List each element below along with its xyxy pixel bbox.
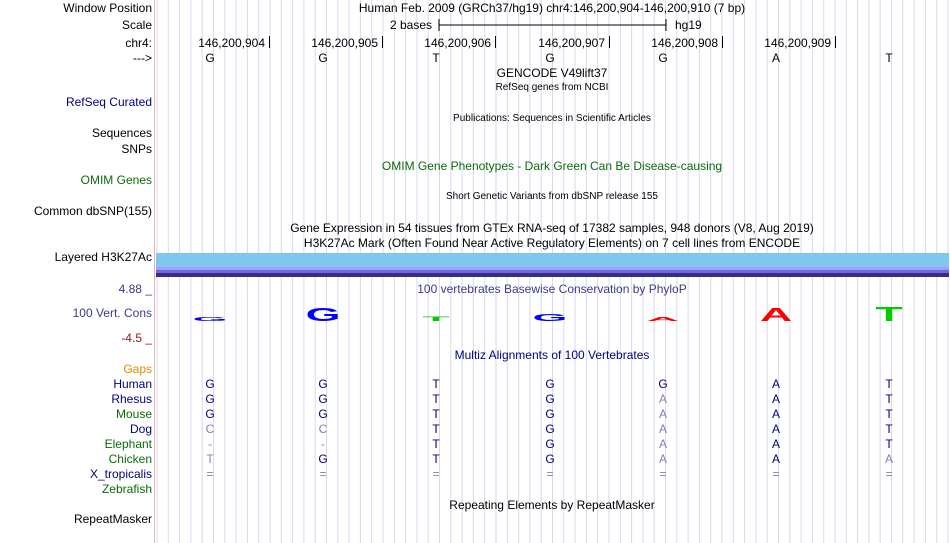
alignment-base: = — [432, 467, 440, 481]
alignment-base: T — [206, 452, 214, 466]
alignment-base: T — [432, 422, 440, 436]
alignment-base: A — [771, 407, 781, 421]
alignment-base: G — [545, 437, 555, 451]
multiz-track-title[interactable]: Multiz Alignments of 100 Vertebrates — [454, 348, 650, 362]
alignment-base: A — [658, 437, 668, 451]
omim-track-title[interactable]: OMIM Gene Phenotypes - Dark Green Can Be Disease-causing — [381, 159, 723, 173]
gtex-track-title[interactable]: Gene Expression in 54 tissues from GTEx RNA-seq of 17382 samples, 948 donors (V8, Aug 2019) — [290, 221, 814, 235]
alignment-base: A — [658, 392, 668, 406]
alignment-base: A — [771, 377, 781, 391]
phylop-logo-base: T — [875, 303, 903, 322]
alignment-base: G — [318, 377, 328, 391]
layered-h3k27ac-label[interactable]: Layered H3K27Ac — [54, 250, 152, 264]
refseq-track-subtitle[interactable]: RefSeq genes from NCBI — [495, 82, 609, 93]
publications-track-title[interactable]: Publications: Sequences in Scientific Articles — [453, 113, 651, 124]
alignment-base: T — [885, 407, 893, 421]
position-tick-label: 146,200,906 — [424, 36, 491, 50]
window-position-text: Human Feb. 2009 (GRCh37/hg19) chr4:146,200,904-146,200,910 (7 bp) — [358, 1, 746, 15]
phylop-logo-base: G — [305, 304, 341, 322]
gencode-track-title[interactable]: GENCODE V49lift37 — [496, 66, 608, 80]
position-tick-mark — [269, 36, 270, 48]
alignment-base: C — [205, 422, 215, 436]
alignment-base: A — [884, 452, 894, 466]
species-label[interactable]: Zebrafish — [101, 482, 152, 496]
alignment-base: G — [545, 392, 555, 406]
phylop-logo-base: T — [422, 314, 450, 322]
alignment-base: G — [318, 392, 328, 406]
alignment-base: G — [545, 422, 555, 436]
alignment-base: A — [771, 422, 781, 436]
alignment-base: - — [321, 437, 325, 451]
reference-base: A — [771, 51, 781, 65]
scale-text: 2 bases — [390, 18, 433, 32]
position-tick-mark — [835, 36, 836, 48]
species-label[interactable]: X_tropicalis — [89, 467, 152, 481]
gaps-label: Gaps — [123, 362, 152, 376]
position-tick-label: 146,200,905 — [311, 36, 378, 50]
species-label[interactable]: Chicken — [108, 452, 152, 466]
omim-genes-label[interactable]: OMIM Genes — [80, 173, 152, 187]
position-tick-label: 146,200,907 — [538, 36, 605, 50]
alignment-base: T — [885, 437, 893, 451]
alignment-base: G — [545, 407, 555, 421]
scale-assembly: hg19 — [675, 18, 702, 32]
species-label[interactable]: Elephant — [104, 437, 152, 451]
species-label[interactable]: Rhesus — [111, 392, 152, 406]
phylop-logo-base: A — [646, 316, 680, 322]
alignment-base: G — [545, 452, 555, 466]
reference-base: G — [318, 51, 328, 65]
phylop-logo-base: G — [532, 311, 568, 322]
alignment-base: T — [432, 392, 440, 406]
phylop-logo-base: G — [192, 316, 228, 322]
alignment-base: T — [432, 437, 440, 451]
position-tick-mark — [382, 36, 383, 48]
alignment-base: T — [432, 407, 440, 421]
position-tick-label: 146,200,904 — [198, 36, 265, 50]
species-label[interactable]: Dog — [129, 422, 152, 436]
alignment-base: T — [432, 452, 440, 466]
alignment-base: - — [208, 437, 212, 451]
species-label[interactable]: Human — [113, 377, 152, 391]
position-tick-mark — [495, 36, 496, 48]
phylop-min-value: -4.5 _ — [121, 331, 152, 345]
alignment-base: T — [885, 422, 893, 436]
alignment-base: = — [206, 467, 214, 481]
chrom-label: chr4: — [125, 36, 152, 50]
common-dbsnp-label[interactable]: Common dbSNP(155) — [33, 204, 152, 218]
alignment-base: A — [771, 452, 781, 466]
h3k27ac-signal-bar[interactable] — [156, 253, 949, 277]
species-label[interactable]: Mouse — [115, 407, 152, 421]
alignment-base: G — [318, 407, 328, 421]
alignment-base: A — [658, 452, 668, 466]
alignment-base: G — [205, 377, 215, 391]
alignment-base: T — [432, 377, 440, 391]
alignment-base: = — [546, 467, 554, 481]
snps-label[interactable]: SNPs — [121, 142, 152, 156]
phylop-max-value: 4.88 _ — [118, 282, 152, 296]
reference-base: T — [432, 51, 440, 65]
alignment-base: A — [658, 407, 668, 421]
repeatmasker-track-title[interactable]: Repeating Elements by RepeatMasker — [449, 498, 655, 512]
reference-base: G — [658, 51, 668, 65]
alignment-base: = — [319, 467, 327, 481]
scale-bar — [438, 18, 670, 32]
reference-base: G — [205, 51, 215, 65]
h3k27ac-track-title[interactable]: H3K27Ac Mark (Often Found Near Active Regulatory Elements) on 7 cell lines from ENCODE — [303, 236, 801, 250]
alignment-base: T — [885, 377, 893, 391]
alignment-base: G — [318, 452, 328, 466]
alignment-base: A — [771, 437, 781, 451]
alignment-base: C — [318, 422, 328, 436]
alignment-base: = — [885, 467, 893, 481]
alignment-base: T — [885, 392, 893, 406]
label-separator — [154, 0, 155, 543]
position-tick-mark — [609, 36, 610, 48]
reference-base: T — [885, 51, 893, 65]
position-tick-label: 146,200,909 — [764, 36, 831, 50]
alignment-base: G — [545, 377, 555, 391]
phylop-track-title[interactable]: 100 vertebrates Basewise Conservation by PhyloP — [417, 282, 687, 296]
repeatmasker-label[interactable]: RepeatMasker — [73, 512, 152, 526]
alignment-base: A — [771, 392, 781, 406]
sequences-label[interactable]: Sequences — [91, 126, 152, 140]
phylop-track-label[interactable]: 100 Vert. Cons — [72, 306, 152, 320]
alignment-base: G — [205, 407, 215, 421]
reference-base: G — [545, 51, 555, 65]
phylop-logo-base: A — [759, 304, 793, 322]
dbsnp-track-title[interactable]: Short Genetic Variants from dbSNP release 155 — [446, 191, 658, 202]
alignment-base: G — [205, 392, 215, 406]
alignment-base: G — [658, 377, 668, 391]
phylop-logo[interactable] — [156, 296, 949, 322]
scale-label: Scale — [121, 18, 152, 32]
alignment-base: A — [658, 422, 668, 436]
strand-label: ---> — [133, 51, 152, 65]
alignment-base: = — [659, 467, 667, 481]
alignment-base: = — [772, 467, 780, 481]
window-position-label: Window Position — [63, 1, 152, 15]
refseq-curated-label[interactable]: RefSeq Curated — [65, 95, 152, 109]
position-tick-label: 146,200,908 — [651, 36, 718, 50]
position-tick-mark — [722, 36, 723, 48]
